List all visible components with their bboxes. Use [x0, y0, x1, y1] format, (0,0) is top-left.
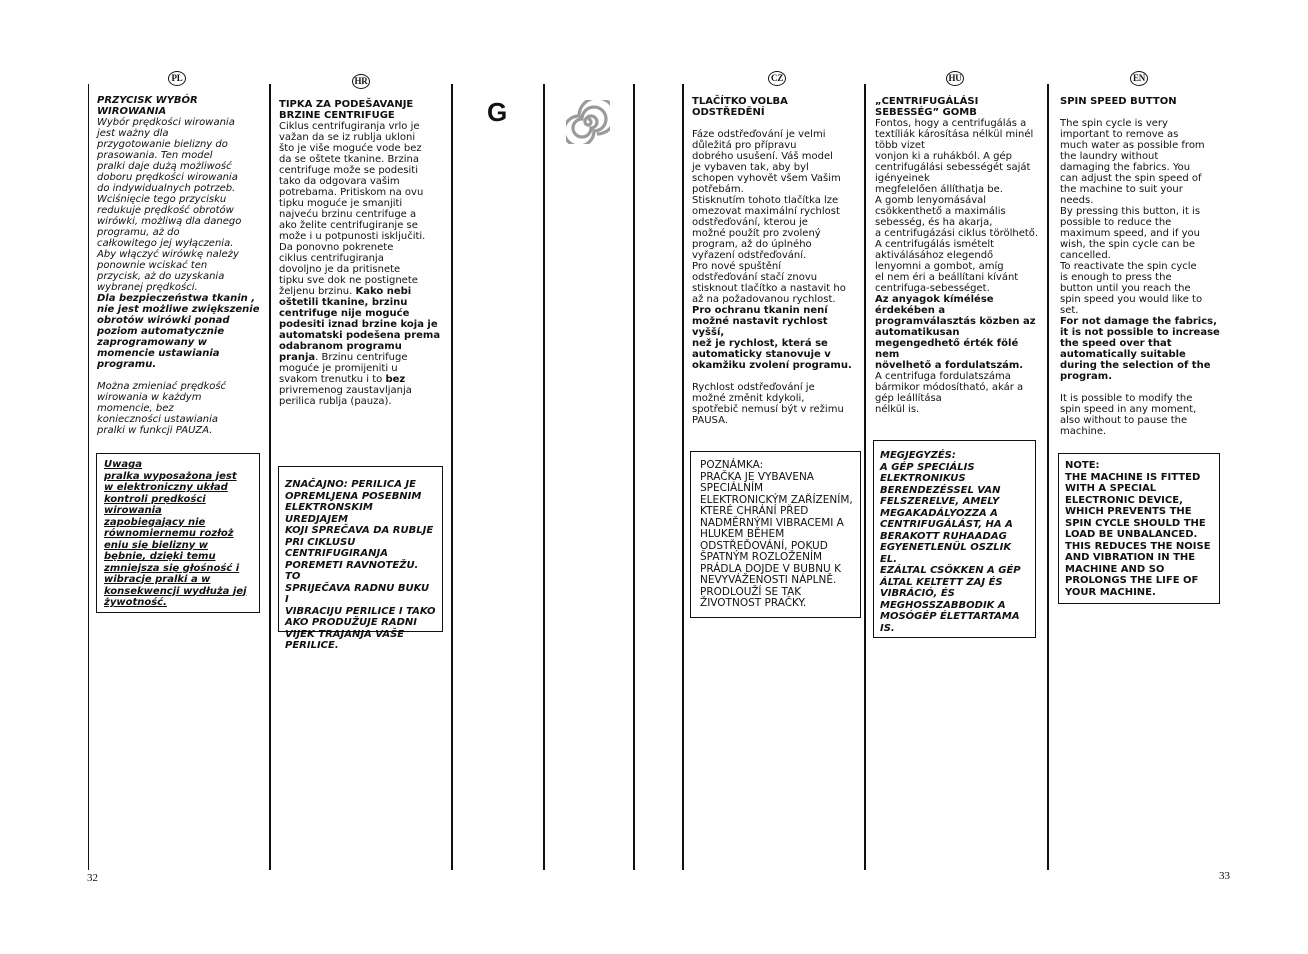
paragraph-hr-1-bold: Kako nebi oštetili tkanine, brzinu centrifuge nije moguće podesiti iznad brzine koja je automatski podešena prema odabranom programu pranja: [279, 286, 441, 363]
paragraph-hr-1-bold2: bez: [385, 374, 406, 385]
column-divider: [1047, 84, 1049, 870]
paragraph-cz-1: Fáze odstřeďování je velmi důležitá pro přípravu dobrého usušení. Váš model je vybaven tak, aby byl schopen vyhovět všem Vašim potřebám. Stisknutím tohoto tlačítka lze omezovat maximální rychlost odstřeďování, kterou je možné použít pro zvolený program, až do úplného vyřazení odstřeďování. Pro nové spuštění odstřeďování stačí znovu stisknout tlačítko a nastavit ho až na požadovanou rychlost.: [692, 129, 846, 305]
column-divider: [543, 84, 545, 870]
note-box-hu: MEGJEGYZÉS: A GÉP SPECIÁLIS ELEKTRONIKUS BERENDEZÉSSEL VAN FELSZERELVE, AMELY MEGAKADÁLYOZZA A CENTRIFUGÁLÁST, HA A BERAKOTT RUHAADAG EGYENETLENÜL OSZLIK EL. EZÁLTAL CSÖKKEN A GÉP ÁLTAL KELTETT ZAJ ÉS VIBRÁCIÓ, ÉS MEGHOSSZABBODIK A MOSÓGÉP ÉLETTARTAMA IS.: [873, 440, 1036, 638]
language-badge-cz: CZ: [768, 71, 786, 86]
heading-hu: „CENTRIFUGÁLÁSI SEBESSÉG” GOMB: [875, 96, 979, 118]
column-cz: [692, 96, 862, 426]
column-en: [1060, 96, 1230, 437]
note-box-pl: Uwaga pralka wyposażona jest w elektroniczny układ kontroli prędkości wirowania zapobiegający nie równomiernemu rozłoż eniu się bielizny w bębnie, dzięki temu zmniejsza się głośność i wibracje pralki a w konsekwencji wydłuża jej żywotność.: [96, 453, 260, 613]
paragraph-en-2: For not damage the fabrics, it is not possible to increase the speed over that automatically suitable during the selection of the program.: [1060, 316, 1220, 382]
paragraph-hu-1: Fontos, hogy a centrifugálás a textíliák károsítása nélkül minél több vizet vonjon ki a ruhákból. A gép centrifugálási sebességét saját igényeinek megfelelően állíthatja be. A gomb lenyomásával csökkenthető a maximális sebesség, és ha akarja, a centrifugázási ciklus törölhető. A centrifugálás ismételt aktiválásához elegendő lenyomni a gombot, amíg el nem éri a beállítani kívánt centrifuga-sebességet.: [875, 118, 1039, 294]
column-divider: [864, 84, 866, 870]
column-hr: [279, 99, 447, 407]
column-divider: [633, 84, 635, 870]
paragraph-hr-1-text: Ciklus centrifugiranja vrlo je važan da se iz rublja ukloni što je više moguće vode bez da se oštete tkanine. Brzina centrifuge može se podesiti tako da odgovara vašim potrebama. Pritiskom na ovu tipku moguće je smanjiti najveću brzinu centrifuge a ako želite centrifugiranje se može i u potpunosti isključiti. Da ponovno pokrenete ciklus centrifugiranja dovoljno je da pritisnete tipku sve dok ne postignete željenu brzinu.: [279, 121, 426, 297]
paragraph-en-3: It is possible to modify the spin speed in any moment, also without to pause the machine.: [1060, 393, 1197, 437]
language-badge-hr: HR: [352, 74, 370, 89]
heading-hr: TIPKA ZA PODEŠAVANJE BRZINE CENTRIFUGE: [279, 99, 414, 121]
paragraph-cz-2: Pro ochranu tkanin není možné nastavit rychlost vyšší, než je rychlost, která se automaticky stanovuje v okamžiku zvolení programu.: [692, 305, 852, 371]
column-divider: [682, 84, 684, 870]
language-badge-hu: HU: [946, 71, 964, 86]
paragraph-cz-3: Rychlost odstřeďování je možné změnit kdykoli, spotřebič nemusí být v režimu PAUSA.: [692, 382, 844, 426]
paragraph-en-1: The spin cycle is very important to remove as much water as possible from the laundry without damaging the fabrics. You can adjust the spin speed of the machine to suit your needs. By pressing this button, it is possible to reduce the maximum speed, and if you wish, the spin cycle can be cancelled. To reactivate the spin cycle is enough to press the button until you reach the spin speed you would like to set.: [1060, 118, 1205, 316]
language-badge-en: EN: [1130, 71, 1148, 86]
column-divider: [269, 84, 271, 870]
paragraph-hu-3: A centrifuga fordulatszáma bármikor módosítható, akár a gép leállítása nélkül is.: [875, 371, 1024, 415]
page-number-right: 33: [1219, 870, 1230, 882]
column-divider: [451, 84, 453, 870]
column-pl: [97, 95, 265, 436]
language-badge-pl: PL: [168, 71, 186, 86]
heading-cz: TLAČÍTKO VOLBA ODSTŘEDĚNÍ: [692, 96, 788, 118]
section-letter: G: [487, 97, 508, 127]
note-box-cz: POZNÁMKA: PRAČKA JE VYBAVENA SPECIÁLNÍM ELEKTRONICKÝM ZAŘÍZENÍM, KTERÉ CHRÁNÍ PŘED NADMĚRNÝMI VIBRACEMI A HLUKEM BĚHEM ODSTŘEĎOVÁNÍ, POKUD ŠPATNÝM ROZLOŽENÍM PRÁDLA DOJDE V BUBNU K NEVYVÁŽENOSTI NÁPLNĚ. PRODLOUŽÍ SE TAK ŽIVOTNOST PRAČKY.: [690, 451, 861, 618]
paragraph-hu-2: Az anyagok kímélése érdekében a programválasztás közben az automatikusan megengedhető érték fölé nem növelhető a fordulatszám.: [875, 294, 1036, 371]
heading-pl: PRZYCISK WYBÓR WIROWANIA: [97, 95, 198, 117]
column-hu: [875, 96, 1045, 415]
column-divider: [88, 84, 89, 870]
paragraph-hr-1-tail: . Brzinu centrifuge moguće je promijeniti u svakom trenutku i to: [279, 352, 408, 385]
paragraph-pl-3: Można zmieniać prędkość wirowania w każdym momencie, bez konieczności ustawiania pralki w funkcji PAUZA.: [97, 381, 227, 436]
note-box-en: NOTE: THE MACHINE IS FITTED WITH A SPECIAL ELECTRONIC DEVICE, WHICH PREVENTS THE SPIN CYCLE SHOULD THE LOAD BE UNBALANCED. THIS REDUCES THE NOISE AND VIBRATION IN THE MACHINE AND SO PROLONGS THE LIFE OF YOUR MACHINE.: [1058, 453, 1220, 604]
paragraph-hr-1: [279, 121, 447, 407]
page-number-left: 32: [87, 872, 98, 884]
paragraph-pl-2: Dla bezpieczeństwa tkanin , nie jest możliwe zwiększenie obrotów wirówki ponad poziom automatycznie zaprogramowany w momencie ustawiania programu.: [97, 293, 260, 370]
paragraph-hr-1-end: privremenog zaustavljanja perilica rublja (pauza).: [279, 385, 412, 407]
spin-spiral-icon: [566, 100, 610, 144]
heading-en: SPIN SPEED BUTTON: [1060, 96, 1177, 107]
note-box-hr: ZNAČAJNO: PERILICA JE OPREMLJENA POSEBNIM ELEKTRONSKIM UREDJAJEM KOJI SPREČAVA DA RUBLJE PRI CIKLUSU CENTRIFUGIRANJA POREMETI RAVNOTEŽU. TO SPRIJEČAVA RADNU BUKU I VIBRACIJU PERILICE I TAKO AKO PRODUŽUJE RADNI VIJEK TRAJANJA VAŠE PERILICE.: [278, 466, 443, 632]
paragraph-pl-1: Wybór prędkości wirowania jest ważny dla przygotowanie bielizny do prasowania. Ten model pralki daje dużą możliwość doboru prędkości wirowania do indywidualnych potrzeb. Wciśnięcie tego przycisku redukuje prędkość obrotów wirówki, możliwą dla danego programu, aż do całkowitego jej wyłączenia. Aby włączyć wirówkę należy ponownie wciskać ten przycisk, aż do uzyskania wybranej prędkości.: [97, 117, 242, 293]
